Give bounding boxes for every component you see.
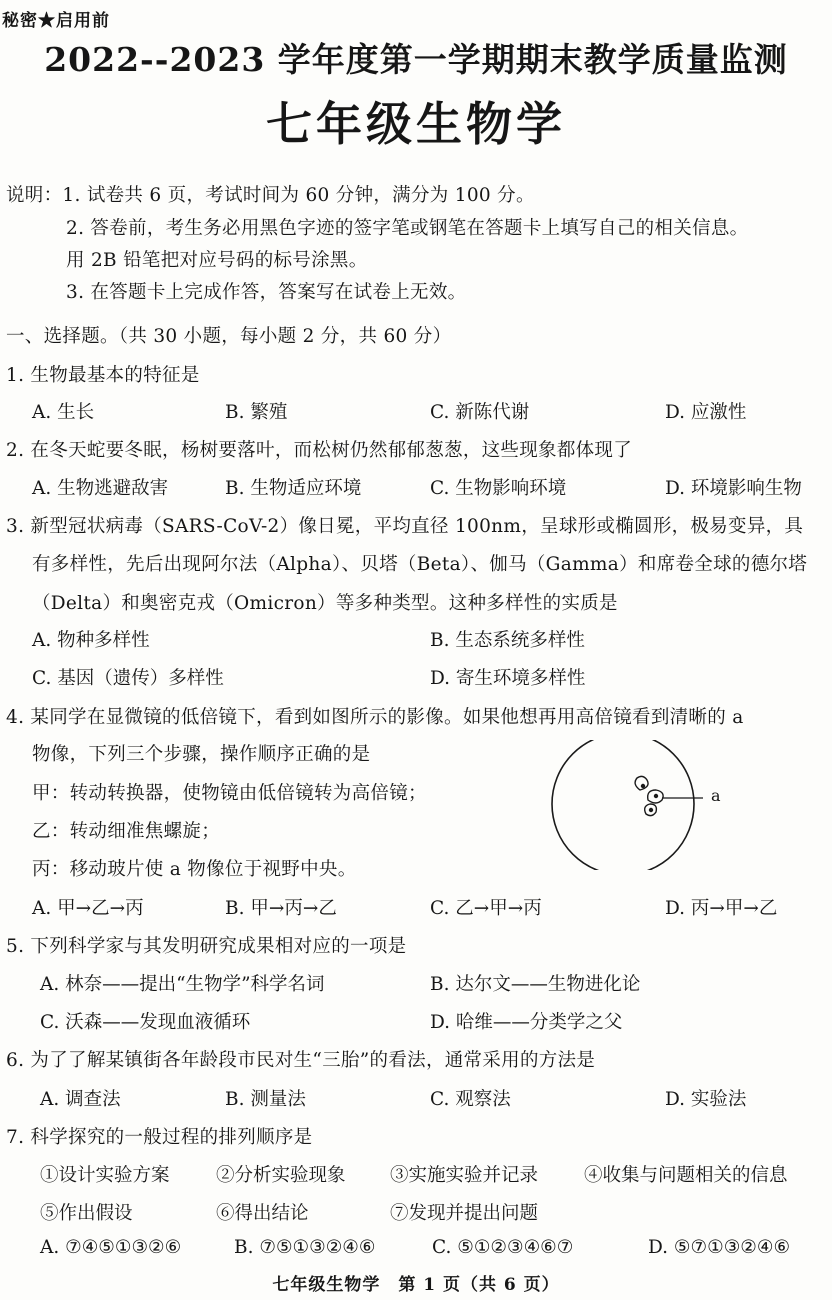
label-a: a bbox=[711, 786, 721, 805]
option-d: D. 实验法 bbox=[665, 1089, 747, 1110]
option-a: A. 生物逃避敌害 bbox=[32, 478, 169, 499]
question-stem: 1. 生物最基本的特征是 bbox=[6, 365, 200, 386]
question-stem: 4. 某同学在显微镜的低倍镜下，看到如图所示的影像。如果他想再用高倍镜看到清晰的 a bbox=[6, 707, 744, 728]
option-c: C. 基因（遗传）多样性 bbox=[32, 668, 224, 689]
option-b: B. 生物适应环境 bbox=[225, 478, 362, 499]
option-b: B. 达尔文——生物进化论 bbox=[430, 974, 641, 995]
option-d: D. 丙→甲→乙 bbox=[665, 898, 778, 919]
option-a: A. 林奈——提出“生物学”科学名词 bbox=[40, 974, 325, 995]
microscope-field-diagram bbox=[548, 740, 708, 870]
instruction-line: 2. 答卷前，考生务必用黑色字迹的签字笔或钢笔在答题卡上填写自己的相关信息。 bbox=[66, 218, 749, 239]
question-stem: 2. 在冬天蛇要冬眠，杨树要落叶，而松树仍然郁郁葱葱，这些现象都体现了 bbox=[6, 440, 633, 461]
option-d: D. ⑤⑦①③②④⑥ bbox=[648, 1237, 791, 1258]
instruction-line: 说明：1. 试卷共 6 页，考试时间为 60 分钟，满分为 100 分。 bbox=[6, 185, 535, 206]
step-jia: 甲：转动转换器，使物镜由低倍镜转为高倍镜； bbox=[32, 783, 427, 804]
secret-mark: 秘密★启用前 bbox=[2, 11, 110, 31]
step-yi: 乙：转动细准焦螺旋； bbox=[32, 821, 221, 842]
option-b: B. 甲→丙→乙 bbox=[225, 898, 337, 919]
question-stem: 3. 新型冠状病毒（SARS-CoV-2）像日冕，平均直径 100nm，呈球形或椭圆形，极易变异，具 bbox=[6, 516, 804, 537]
question-stem: 物像，下列三个步骤，操作顺序正确的是 bbox=[32, 744, 371, 765]
question-stem: 6. 为了了解某镇街各年龄段市民对生“三胎”的看法，通常采用的方法是 bbox=[6, 1050, 596, 1071]
option-c: C. ⑤①②③④⑥⑦ bbox=[432, 1237, 574, 1258]
option-d: D. 环境影响生物 bbox=[665, 478, 802, 499]
instruction-line: 3. 在答题卡上完成作答，答案写在试卷上无效。 bbox=[66, 282, 467, 303]
question-stem: 有多样性，先后出现阿尔法（Alpha）、贝塔（Beta）、伽马（Gamma）和席卷全球的德尔塔 bbox=[32, 554, 808, 575]
step-item: ⑥得出结论 bbox=[216, 1203, 309, 1224]
field-of-view-circle bbox=[552, 740, 694, 870]
subject-title: 七年级生物学 bbox=[266, 97, 566, 151]
option-d: D. 寄生环境多样性 bbox=[430, 668, 586, 689]
cell-cluster bbox=[635, 776, 663, 815]
option-c: C. 观察法 bbox=[430, 1089, 511, 1110]
option-a: A. 调查法 bbox=[40, 1089, 121, 1110]
question-stem: 5. 下列科学家与其发明研究成果相对应的一项是 bbox=[6, 936, 407, 957]
step-item: ④收集与问题相关的信息 bbox=[584, 1165, 788, 1186]
option-b: B. 测量法 bbox=[225, 1089, 306, 1110]
question-stem: （Delta）和奥密克戎（Omicron）等多种类型。这种多样性的实质是 bbox=[32, 593, 618, 614]
option-b: B. 生态系统多样性 bbox=[430, 630, 585, 651]
option-b: B. 繁殖 bbox=[225, 402, 288, 423]
section-heading: 一、选择题。（共 30 小题，每小题 2 分，共 60 分） bbox=[6, 326, 452, 347]
step-item: ①设计实验方案 bbox=[40, 1165, 170, 1186]
option-c: C. 生物影响环境 bbox=[430, 478, 567, 499]
instruction-line: 用 2B 铅笔把对应号码的标号涂黑。 bbox=[66, 250, 368, 271]
option-c: C. 乙→甲→丙 bbox=[430, 898, 542, 919]
step-item: ②分析实验现象 bbox=[216, 1165, 346, 1186]
option-d: D. 哈维——分类学之父 bbox=[430, 1012, 623, 1033]
question-stem: 7. 科学探究的一般过程的排列顺序是 bbox=[6, 1127, 313, 1148]
option-c: C. 新陈代谢 bbox=[430, 402, 530, 423]
step-item: ③实施实验并记录 bbox=[390, 1165, 539, 1186]
exam-title: 2022--2023 学年度第一学期期末教学质量监测 bbox=[44, 40, 788, 79]
option-a: A. 生长 bbox=[32, 402, 95, 423]
option-a: A. ⑦④⑤①③②⑥ bbox=[40, 1237, 182, 1258]
option-a: A. 物种多样性 bbox=[32, 630, 150, 651]
option-c: C. 沃森——发现血液循环 bbox=[40, 1012, 251, 1033]
option-b: B. ⑦⑤①③②④⑥ bbox=[234, 1237, 376, 1258]
page-footer: 七年级生物学 第 1 页（共 6 页） bbox=[272, 1275, 560, 1295]
step-item: ⑦发现并提出问题 bbox=[390, 1203, 539, 1224]
option-a: A. 甲→乙→丙 bbox=[32, 898, 144, 919]
option-d: D. 应激性 bbox=[665, 402, 747, 423]
step-bing: 丙：移动玻片使 a 物像位于视野中央。 bbox=[32, 859, 357, 880]
step-item: ⑤作出假设 bbox=[40, 1203, 133, 1224]
